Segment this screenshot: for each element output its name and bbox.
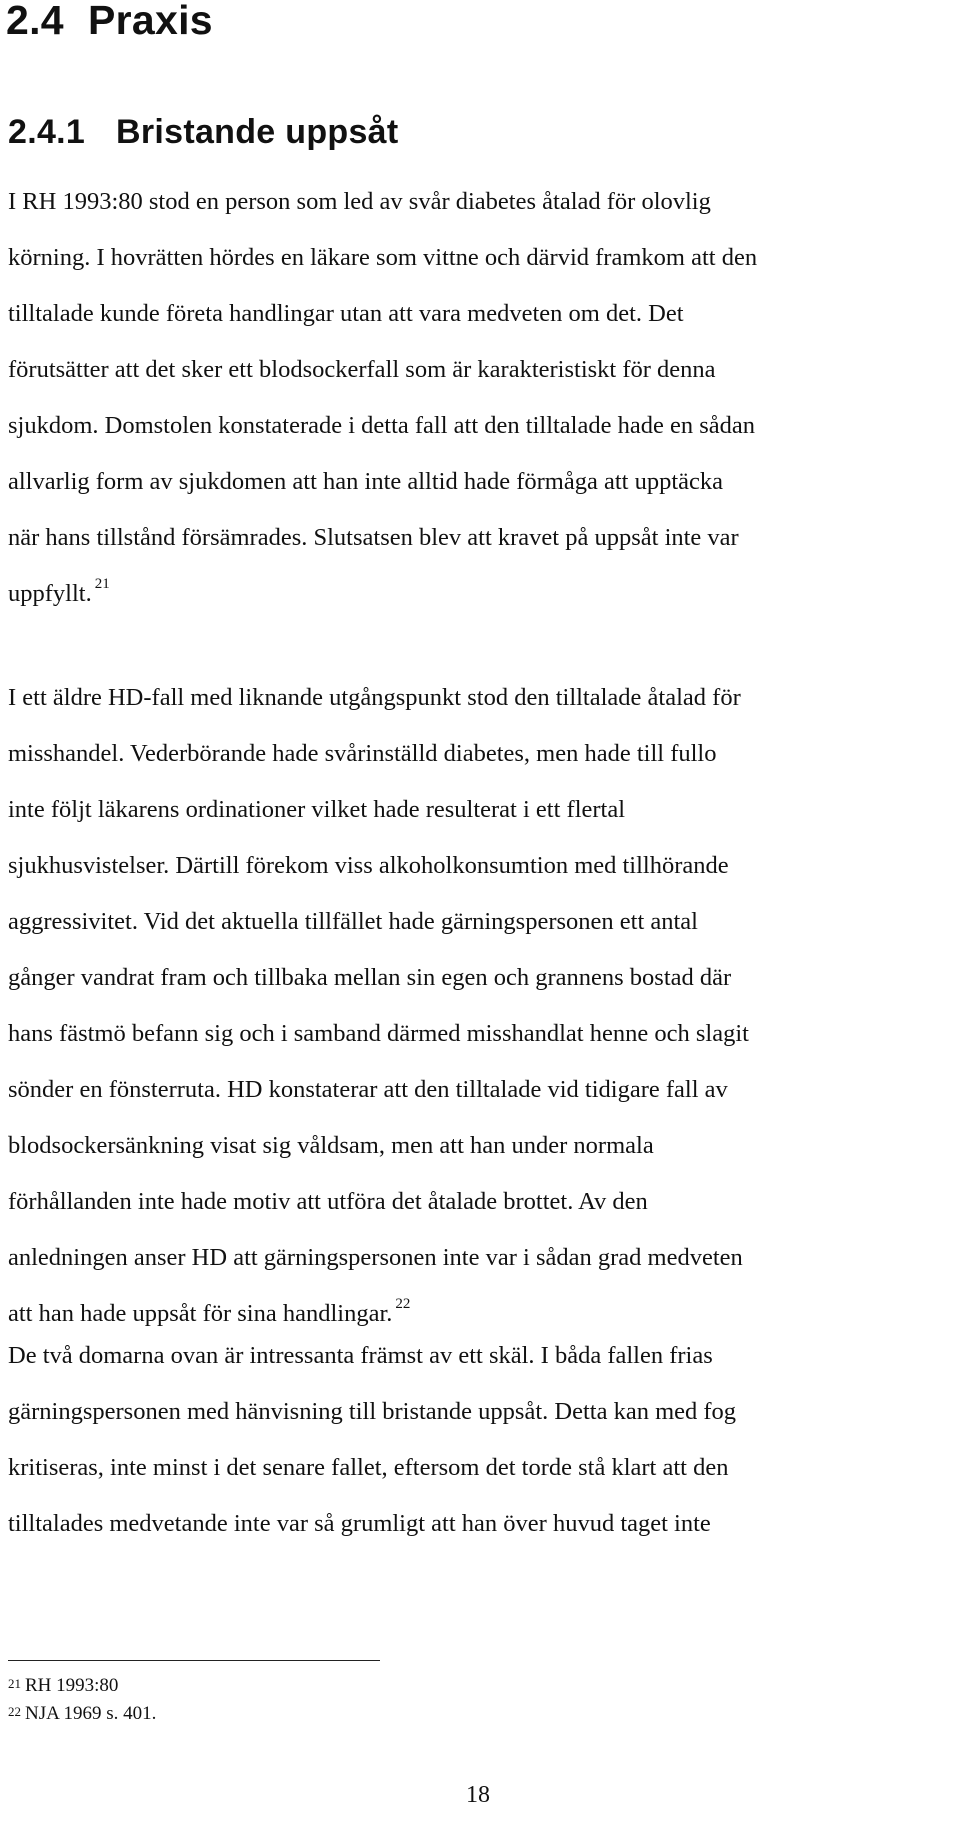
text-line: hans fästmö befann sig och i samband därmed misshandlat henne och slagit: [8, 1020, 749, 1047]
text-line: tilltalade kunde företa handlingar utan att vara medveten om det. Det: [8, 300, 684, 327]
text-line-last: [8, 566, 938, 622]
subsection-title: Bristande uppsåt: [116, 113, 399, 151]
footnote-text: RH 1993:80: [25, 1675, 119, 1696]
text-line: när hans tillstånd försämrades. Slutsatsen blev att kravet på uppsåt inte var: [8, 524, 739, 551]
text-line: sjukdom. Domstolen konstaterade i detta fall att den tilltalade hade en sådan: [8, 412, 756, 439]
footnote-22: [8, 1700, 156, 1728]
page-number: 18: [466, 1782, 490, 1808]
text-line-content: att han hade uppsåt för sina handlingar.: [8, 1300, 393, 1327]
text-line: aggressivitet. Vid det aktuella tillfället hade gärningspersonen ett antal: [8, 908, 698, 935]
text-line: kritiseras, inte minst i det senare fallet, eftersom det torde stå klart att den: [8, 1454, 729, 1481]
text-line: misshandel. Vederbörande hade svårinställd diabetes, men hade till fullo: [8, 740, 717, 767]
section-heading: [6, 0, 213, 46]
subsection-number: 2.4.1: [8, 113, 86, 151]
text-line: I RH 1993:80 stod en person som led av svår diabetes åtalad för olovlig: [8, 188, 711, 215]
footnote-text: NJA 1969 s. 401.: [25, 1703, 157, 1724]
footnote-number: 22: [8, 1704, 21, 1719]
footnotes: [8, 1672, 156, 1728]
footnote-reference-22[interactable]: 22: [395, 1296, 411, 1312]
text-line: sjukhusvistelser. Därtill förekom viss alkoholkonsumtion med tillhörande: [8, 852, 729, 879]
footnote-number: 21: [8, 1676, 21, 1691]
text-line: inte följt läkarens ordinationer vilket hade resulterat i ett flertal: [8, 796, 626, 823]
text-line: De två domarna ovan är intressanta främst av ett skäl. I båda fallen frias: [8, 1342, 713, 1369]
text-line: gärningspersonen med hänvisning till bristande uppsåt. Detta kan med fog: [8, 1398, 737, 1425]
text-line: blodsockersänkning visat sig våldsam, men att han under normala: [8, 1132, 654, 1159]
text-line: förhållanden inte hade motiv att utföra det åtalade brottet. Av den: [8, 1188, 648, 1215]
footnote-21: [8, 1672, 156, 1700]
footnote-divider: [8, 1660, 380, 1661]
text-line-content: uppfyllt.: [8, 580, 92, 607]
paragraph-1: [8, 174, 938, 622]
text-line: sönder en fönsterruta. HD konstaterar att den tilltalade vid tidigare fall av: [8, 1076, 728, 1103]
subsection-heading: [8, 110, 399, 154]
text-line: anledningen anser HD att gärningspersonen inte var i sådan grad medveten: [8, 1244, 743, 1271]
text-line: tilltalades medvetande inte var så grumligt att han över huvud taget inte: [8, 1510, 711, 1537]
text-line: förutsätter att det sker ett blodsockerfall som är karakteristiskt för denna: [8, 356, 716, 383]
text-line: gånger vandrat fram och tillbaka mellan sin egen och grannens bostad där: [8, 964, 732, 991]
paragraph-3: [8, 1328, 938, 1552]
text-line: körning. I hovrätten hördes en läkare som vittne och därvid framkom att den: [8, 244, 758, 271]
paragraph-2: [8, 670, 938, 1342]
section-number: 2.4: [6, 0, 64, 43]
text-line: allvarlig form av sjukdomen att han inte alltid hade förmåga att upptäcka: [8, 468, 724, 495]
footnote-reference-21[interactable]: 21: [94, 576, 110, 592]
text-line: I ett äldre HD-fall med liknande utgångspunkt stod den tilltalade åtalad för: [8, 684, 741, 711]
section-title: Praxis: [88, 0, 213, 43]
